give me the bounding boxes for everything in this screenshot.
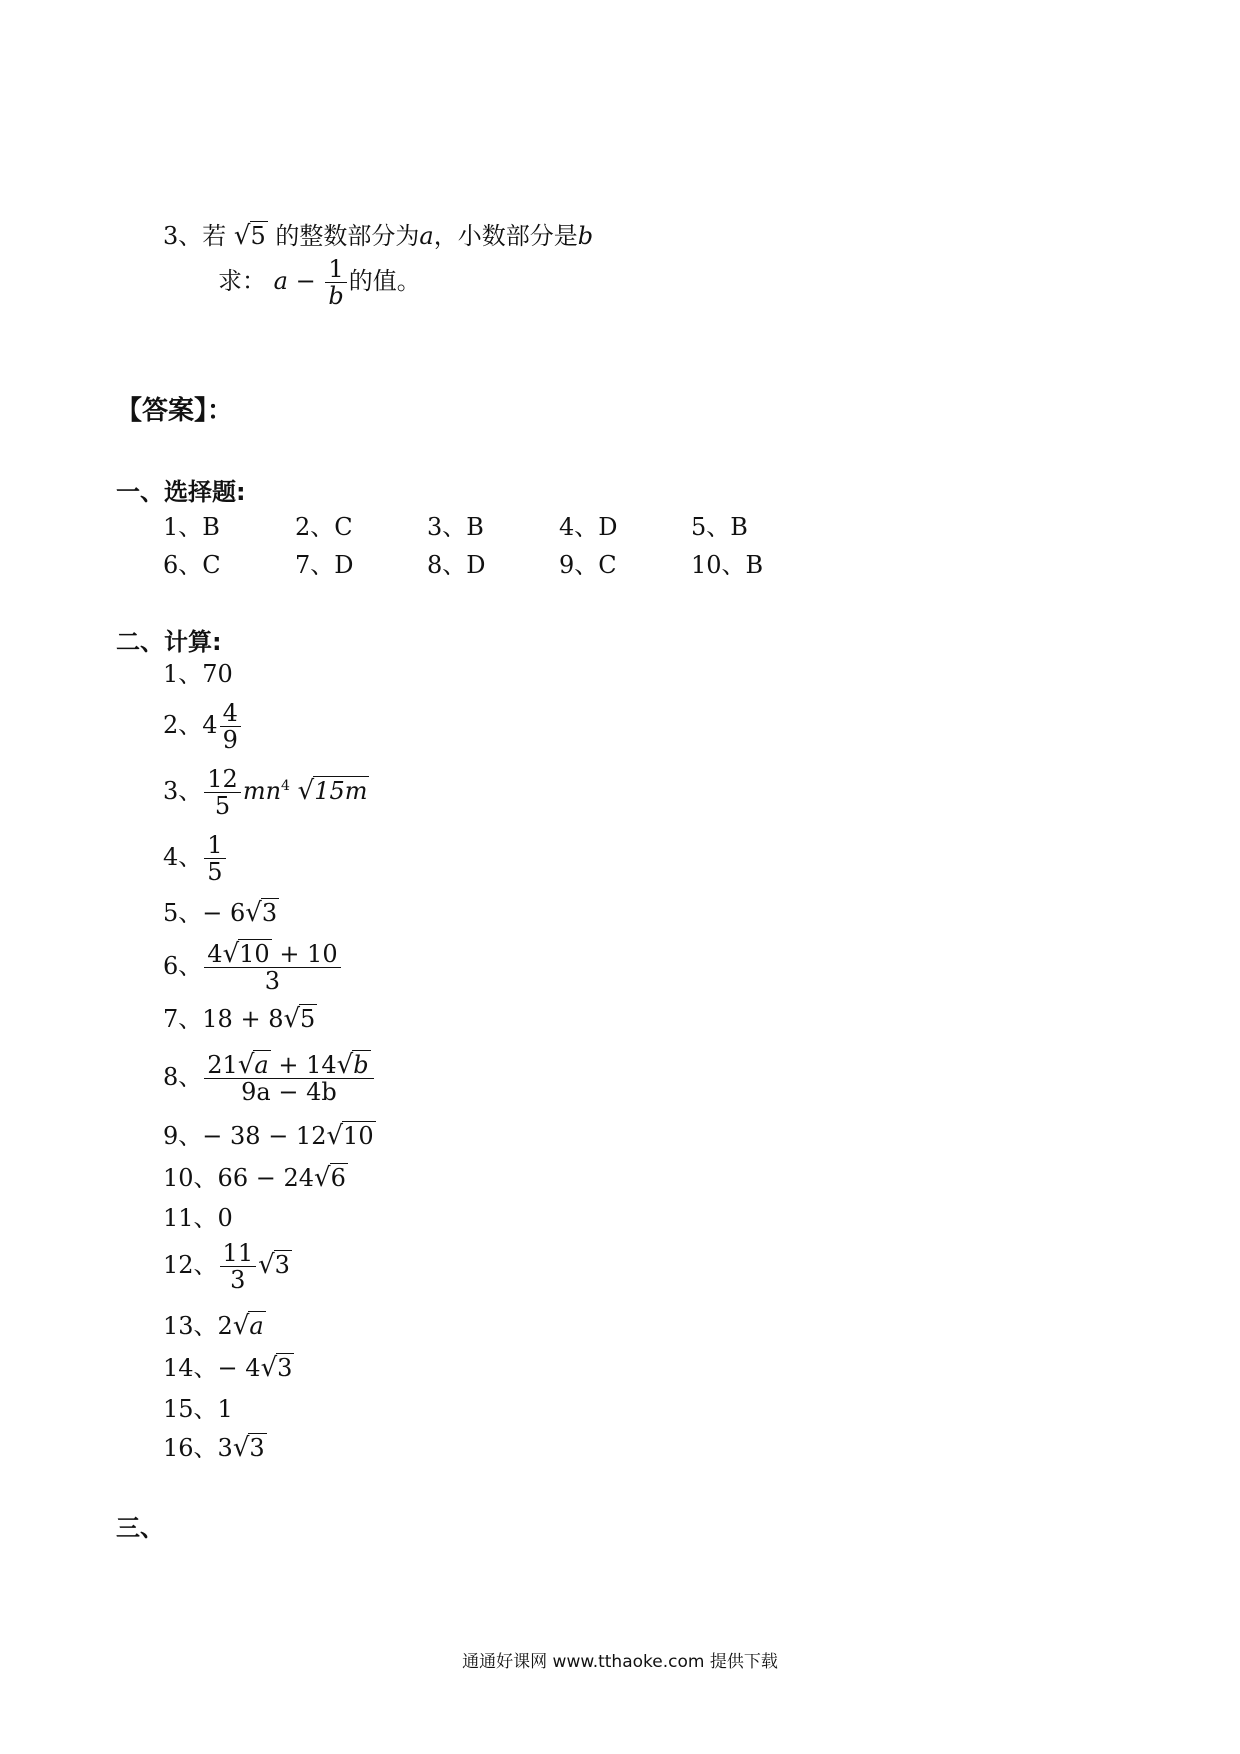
choice-answer: 1、B (163, 513, 220, 541)
section-2-title: 二、计算: (116, 628, 222, 656)
choice-answer: 6、C (163, 551, 221, 579)
choice-answer: 10、B (691, 551, 764, 579)
question-3-line1: 3、若 √5 的整数部分为a，小数部分是b (163, 221, 594, 251)
calc-answer-7: 7、18 + 8√5 (163, 1004, 316, 1034)
sqrt-5: √5 (233, 221, 266, 251)
calc-answer-12: 12、 $\frac{11}{3}$ √3 (163, 1239, 290, 1294)
choice-answer: 2、C (295, 513, 353, 541)
question-3-line2: 求： a − $\frac{1}{b}$ 的值。 (218, 255, 421, 310)
calc-answer-14: 14、− 4√3 (163, 1353, 293, 1383)
answers-title: 【答案】： (116, 396, 234, 426)
calc-answer-11: 11、0 (163, 1204, 233, 1232)
calc-answer-6: 6、 $\frac{4√10 + 10}{3}$ (163, 941, 343, 994)
choice-answer: 4、D (559, 513, 618, 541)
calc-answer-2: 2、4 $\frac{4}{9}$ (163, 700, 243, 753)
calc-answer-5: 5、− 6√3 (163, 898, 278, 928)
calc-answer-3: 3、 $\frac{12}{5}$ $mn^4$ √15m (163, 765, 368, 820)
choice-answer: 7、D (295, 551, 354, 579)
choice-answers-row-2 (163, 551, 823, 579)
calc-answer-9: 9、− 38 − 12√10 (163, 1121, 374, 1151)
calc-answer-16: 16、3√3 (163, 1433, 265, 1463)
calc-answer-15: 15、1 (163, 1395, 233, 1423)
section-3-title: 三、 (116, 1514, 164, 1542)
section-1-title: 一、选择题: (116, 478, 246, 506)
choice-answer: 3、B (427, 513, 484, 541)
calc-answer-1: 1、70 (163, 660, 233, 688)
choice-answer: 5、B (691, 513, 748, 541)
fraction-1-over-b: $\frac{1}{b}$ (325, 256, 346, 309)
calc-answer-10: 10、66 − 24√6 (163, 1163, 346, 1193)
choice-answers-row-1 (163, 513, 823, 541)
page-footer: 通通好课网 www.tthaoke.com 提供下载 (462, 1652, 778, 1672)
calc-answer-8: 8、 $\frac{21√a + 14√b}{9a - 4b}$ (163, 1052, 376, 1105)
calc-answer-4: 4、 $\frac{1}{5}$ (163, 832, 228, 885)
choice-answer: 9、C (559, 551, 617, 579)
calc-answer-13: 13、2√a (163, 1311, 264, 1341)
choice-answer: 8、D (427, 551, 486, 579)
